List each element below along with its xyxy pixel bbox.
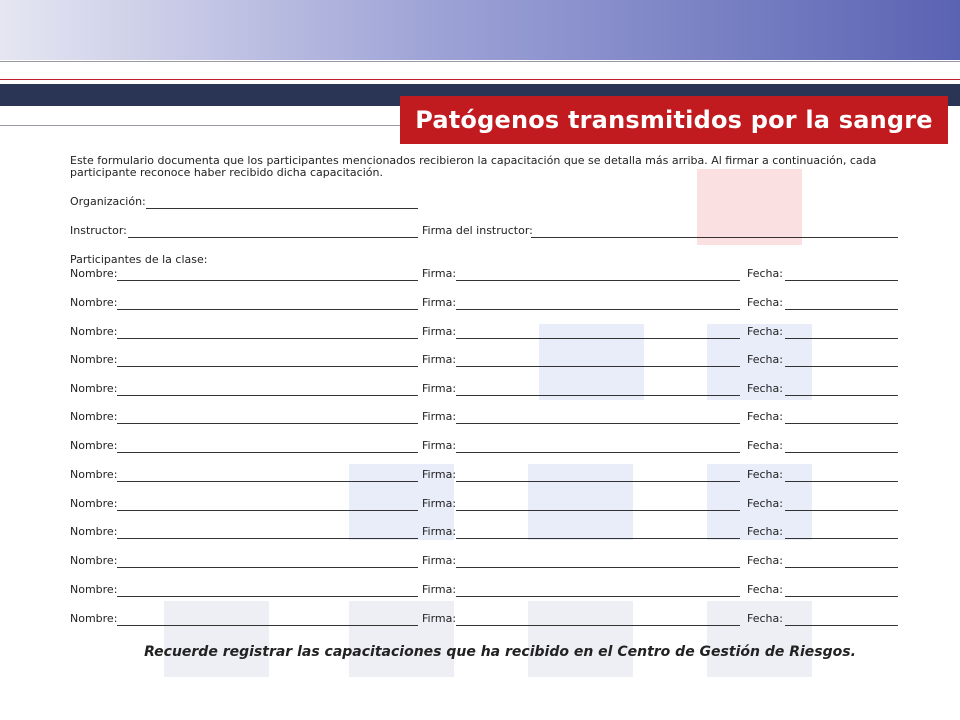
participant-date-label: Fecha:	[747, 382, 783, 395]
participant-name-label: Nombre:	[70, 612, 118, 625]
participant-signature-label: Firma:	[422, 382, 457, 395]
participant-signature-field[interactable]	[456, 538, 740, 539]
participant-date-field[interactable]	[785, 510, 898, 511]
participant-signature-label: Firma:	[422, 353, 457, 366]
participant-date-label: Fecha:	[747, 439, 783, 452]
participant-name-label: Nombre:	[70, 439, 118, 452]
participant-signature-field[interactable]	[456, 366, 740, 367]
participant-date-field[interactable]	[785, 625, 898, 626]
participant-name-field[interactable]	[117, 309, 418, 310]
participant-signature-label: Firma:	[422, 525, 457, 538]
participant-date-label: Fecha:	[747, 612, 783, 625]
participant-signature-field[interactable]	[456, 625, 740, 626]
participant-date-field[interactable]	[785, 423, 898, 424]
participant-date-field[interactable]	[785, 338, 898, 339]
participant-name-label: Nombre:	[70, 410, 118, 423]
participant-name-field[interactable]	[117, 538, 418, 539]
participant-name-label: Nombre:	[70, 525, 118, 538]
participant-name-label: Nombre:	[70, 296, 118, 309]
participant-signature-label: Firma:	[422, 325, 457, 338]
participant-signature-label: Firma:	[422, 267, 457, 280]
participant-name-label: Nombre:	[70, 554, 118, 567]
participant-name-label: Nombre:	[70, 468, 118, 481]
participant-signature-label: Firma:	[422, 612, 457, 625]
participant-date-label: Fecha:	[747, 353, 783, 366]
participant-date-label: Fecha:	[747, 583, 783, 596]
background-shade-pink	[697, 169, 802, 245]
participant-name-field[interactable]	[117, 423, 418, 424]
participant-signature-label: Firma:	[422, 439, 457, 452]
participant-date-field[interactable]	[785, 452, 898, 453]
header-divider-red	[0, 79, 960, 80]
participant-signature-label: Firma:	[422, 410, 457, 423]
participant-name-field[interactable]	[117, 366, 418, 367]
participant-date-label: Fecha:	[747, 525, 783, 538]
instructor-field[interactable]	[128, 237, 418, 238]
participant-date-field[interactable]	[785, 538, 898, 539]
participant-name-field[interactable]	[117, 596, 418, 597]
participant-signature-label: Firma:	[422, 468, 457, 481]
participant-date-field[interactable]	[785, 280, 898, 281]
participant-name-field[interactable]	[117, 510, 418, 511]
participant-signature-field[interactable]	[456, 280, 740, 281]
background-shade	[528, 464, 633, 540]
instructor-signature-label: Firma del instructor:	[422, 224, 533, 237]
participant-signature-field[interactable]	[456, 481, 740, 482]
participant-date-label: Fecha:	[747, 468, 783, 481]
participant-name-field[interactable]	[117, 567, 418, 568]
header-divider-grey	[0, 61, 960, 62]
background-shade	[164, 601, 269, 677]
participant-signature-field[interactable]	[456, 423, 740, 424]
participant-date-field[interactable]	[785, 395, 898, 396]
participant-name-label: Nombre:	[70, 382, 118, 395]
participant-signature-field[interactable]	[456, 452, 740, 453]
page-title: Patógenos transmitidos por la sangre	[400, 96, 948, 144]
participant-signature-field[interactable]	[456, 309, 740, 310]
participant-signature-label: Firma:	[422, 554, 457, 567]
participant-date-label: Fecha:	[747, 410, 783, 423]
instructor-label: Instructor:	[70, 224, 127, 237]
organization-field[interactable]	[146, 208, 418, 209]
title-rule	[0, 125, 400, 126]
participant-date-label: Fecha:	[747, 497, 783, 510]
participant-name-label: Nombre:	[70, 583, 118, 596]
instructor-signature-field[interactable]	[531, 237, 898, 238]
participant-name-field[interactable]	[117, 280, 418, 281]
participant-name-field[interactable]	[117, 452, 418, 453]
participant-signature-field[interactable]	[456, 510, 740, 511]
participant-signature-label: Firma:	[422, 497, 457, 510]
background-shade	[539, 324, 644, 400]
participant-name-label: Nombre:	[70, 353, 118, 366]
footer-reminder: Recuerde registrar las capacitaciones que ha recibido en el Centro de Gestión de Riesgos.	[144, 644, 856, 660]
participant-name-field[interactable]	[117, 395, 418, 396]
participant-name-field[interactable]	[117, 625, 418, 626]
participant-date-field[interactable]	[785, 567, 898, 568]
form-intro-text: Este formulario documenta que los participantes mencionados recibieron la capacitación que se detalla más arriba. Al firmar a continuación, cada participante reconoce haber recibido dicha capacitación.	[70, 154, 877, 179]
participant-name-field[interactable]	[117, 338, 418, 339]
organization-label: Organización:	[70, 195, 146, 208]
participants-heading: Participantes de la clase:	[70, 253, 208, 266]
participant-signature-field[interactable]	[456, 395, 740, 396]
participant-date-field[interactable]	[785, 309, 898, 310]
participant-date-field[interactable]	[785, 481, 898, 482]
participant-name-label: Nombre:	[70, 325, 118, 338]
participant-date-field[interactable]	[785, 596, 898, 597]
header-gradient-band	[0, 0, 960, 60]
participant-signature-field[interactable]	[456, 567, 740, 568]
participant-date-label: Fecha:	[747, 554, 783, 567]
participant-name-label: Nombre:	[70, 497, 118, 510]
participant-date-label: Fecha:	[747, 296, 783, 309]
participant-signature-label: Firma:	[422, 583, 457, 596]
participant-date-label: Fecha:	[747, 267, 783, 280]
participant-signature-field[interactable]	[456, 338, 740, 339]
participant-name-label: Nombre:	[70, 267, 118, 280]
participant-date-label: Fecha:	[747, 325, 783, 338]
background-shade	[528, 601, 633, 677]
participant-signature-field[interactable]	[456, 596, 740, 597]
participant-date-field[interactable]	[785, 366, 898, 367]
participant-name-field[interactable]	[117, 481, 418, 482]
participant-signature-label: Firma:	[422, 296, 457, 309]
